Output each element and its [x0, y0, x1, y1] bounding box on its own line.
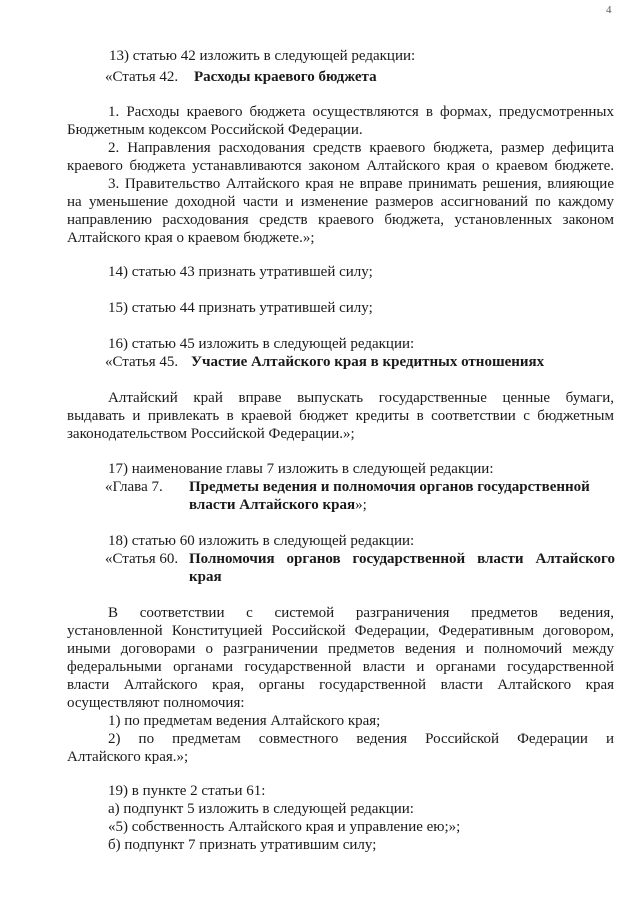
art42-p1-line1: 1. Расходы краевого бюджета осуществляются в формах, предусмотренных [108, 104, 614, 120]
art60-item-2-line1: 2) по предметам совместного ведения Российской Федерации и [108, 731, 614, 747]
amendment-19: 19) в пункте 2 статьи 61: [108, 783, 266, 799]
art60-item-1: 1) по предметам ведения Алтайского края; [108, 713, 381, 729]
art60-text-line6: осуществляют полномочия: [67, 695, 245, 711]
page-number: 4 [606, 4, 612, 16]
art60-text-line1: В соответствии с системой разграничения предметов ведения, [108, 605, 614, 621]
chapter-7-tail: »; [355, 497, 367, 513]
chapter-7-title-block [189, 478, 617, 514]
article-42-label: «Статья 42. [105, 69, 179, 85]
article-60-title: Полномочия органов государственной власти Алтайского края [189, 551, 615, 585]
amendment-16: 16) статью 45 изложить в следующей редакции: [108, 336, 415, 352]
art60-item-2-line2: Алтайского края.»; [67, 749, 189, 765]
amendment-15: 15) статью 44 признать утратившей силу; [108, 300, 373, 316]
article-60-label: «Статья 60. [105, 551, 179, 567]
art42-p2-line1: 2. Направления расходования средств краевого бюджета, размер дефицита [108, 140, 614, 156]
chapter-7-label: «Глава 7. [105, 479, 163, 495]
amendment-19-a: а) подпункт 5 изложить в следующей редакции: [108, 801, 414, 817]
art42-p1-line2: Бюджетным кодексом Российской Федерации. [67, 122, 363, 138]
article-45-label: «Статья 45. [105, 354, 179, 370]
art60-text-line5: власти Алтайского края, органы государственной власти Алтайского края [67, 677, 614, 693]
chapter-7-title: Предметы ведения и полномочия органов государственной власти Алтайского края [189, 479, 590, 513]
art42-p3-line3: направлению расходования средств краевого бюджета, установленных законом [67, 212, 614, 228]
chapter-7-heading [105, 478, 617, 514]
amendment-17: 17) наименование главы 7 изложить в следующей редакции: [108, 461, 494, 477]
article-45-title: Участие Алтайского края в кредитных отношениях [191, 354, 545, 370]
amendment-19-b: б) подпункт 7 признать утратившим силу; [108, 837, 377, 853]
art42-p3-line4: Алтайского края о краевом бюджете.»; [67, 230, 315, 246]
amendment-19-a-text: «5) собственность Алтайского края и управление ею;»; [108, 819, 461, 835]
art60-text-line2: установленной Конституцией Российской Федерации, Федеративным договором, [67, 623, 614, 639]
amendment-13: 13) статью 42 изложить в следующей редакции: [109, 48, 416, 64]
art42-p3-line1: 3. Правительство Алтайского края не вправе принимать решения, влияющие [108, 176, 614, 192]
art42-p3-line2: на уменьшение доходной части и изменение размеров ассигнований по каждому [67, 194, 614, 210]
art42-p2-line2: краевого бюджета устанавливаются законом Алтайского края о краевом бюджете. [67, 158, 614, 174]
art45-text-line1: Алтайский край вправе выпускать государственные ценные бумаги, [108, 390, 614, 406]
amendment-18: 18) статью 60 изложить в следующей редакции: [108, 533, 415, 549]
art60-text-line4: федеральными органами государственной власти и органами государственной [67, 659, 614, 675]
article-60-heading [105, 550, 617, 586]
art45-text-line2: выдавать и привлекать в краевой бюджет кредиты в соответствии с бюджетным [67, 408, 614, 424]
article-42-title: Расходы краевого бюджета [194, 69, 377, 85]
amendment-14: 14) статью 43 признать утратившей силу; [108, 264, 373, 280]
art60-text-line3: иными договорами о разграничении предметов ведения и полномочий между [67, 641, 614, 657]
art45-text-line3: законодательством Российской Федерации.»; [67, 426, 355, 442]
